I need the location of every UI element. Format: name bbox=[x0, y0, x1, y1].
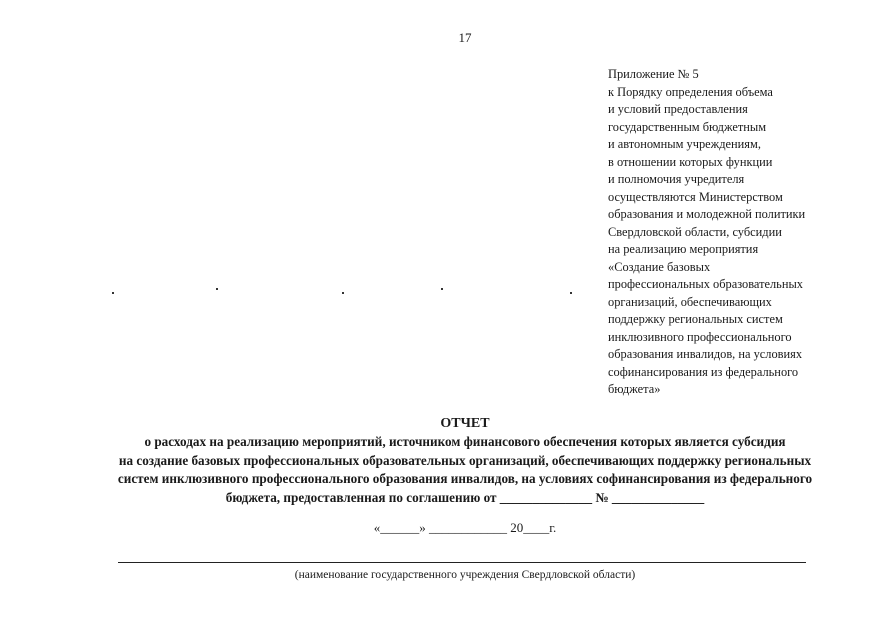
page-number: 17 bbox=[458, 30, 472, 45]
annex-line: осуществляются Министерством bbox=[608, 189, 783, 204]
annex-line: к Порядку определения объема bbox=[608, 84, 773, 99]
report-date: «______» ____________ 20____г. bbox=[373, 520, 557, 535]
annex-line: организаций, обеспечивающих bbox=[608, 294, 772, 309]
scan-speck bbox=[112, 292, 114, 294]
annex-line: Приложение № 5 bbox=[608, 67, 699, 81]
organization-name-caption: (наименование государственного учреждения Свердловской области) bbox=[294, 569, 636, 581]
annex-line: и условий предоставления bbox=[608, 102, 748, 116]
scan-specks bbox=[0, 288, 887, 296]
scan-speck bbox=[342, 292, 344, 294]
report-subtitle-line: на создание базовых профессиональных образовательных организаций, обеспечивающих поддержку региональных bbox=[118, 452, 812, 468]
annex-line: образования инвалидов, на условиях bbox=[608, 347, 803, 361]
scan-speck bbox=[441, 288, 443, 290]
report-subtitle-line: систем инклюзивного профессионального образования инвалидов, на условиях софинансирования из федерального bbox=[117, 471, 813, 486]
annex-line: Свердловской области, субсидии bbox=[608, 224, 782, 239]
annex-line: софинансирования из федерального bbox=[608, 364, 799, 379]
annex-line: в отношении которых функции bbox=[608, 154, 773, 169]
annex-line: профессиональных образовательных bbox=[608, 277, 803, 291]
annex-line: на реализацию мероприятия bbox=[608, 242, 759, 256]
organization-name-field bbox=[118, 562, 806, 563]
scan-speck bbox=[570, 292, 572, 294]
report-subtitle-line: о расходах на реализацию мероприятий, источником финансового обеспечения которых является субсидия bbox=[144, 434, 786, 449]
scan-speck bbox=[216, 288, 218, 290]
annex-line: государственным бюджетным bbox=[608, 119, 767, 134]
annex-line: образования и молодежной политики bbox=[608, 207, 806, 221]
report-subtitle-line: бюджета, предоставленная по соглашению от ______________ № ______________ bbox=[225, 489, 705, 505]
annex-line: и полномочия учредителя bbox=[608, 172, 745, 186]
annex-line: и автономным учреждениям, bbox=[608, 137, 761, 151]
annex-line: поддержку региональных систем bbox=[608, 312, 783, 326]
annex-line: «Создание базовых bbox=[608, 259, 711, 274]
annex-line: бюджета» bbox=[608, 382, 661, 396]
annex-header bbox=[608, 66, 883, 399]
annex-line: инклюзивного профессионального bbox=[608, 329, 792, 344]
report-subtitle bbox=[60, 433, 870, 507]
report-title: ОТЧЕТ bbox=[440, 416, 490, 431]
